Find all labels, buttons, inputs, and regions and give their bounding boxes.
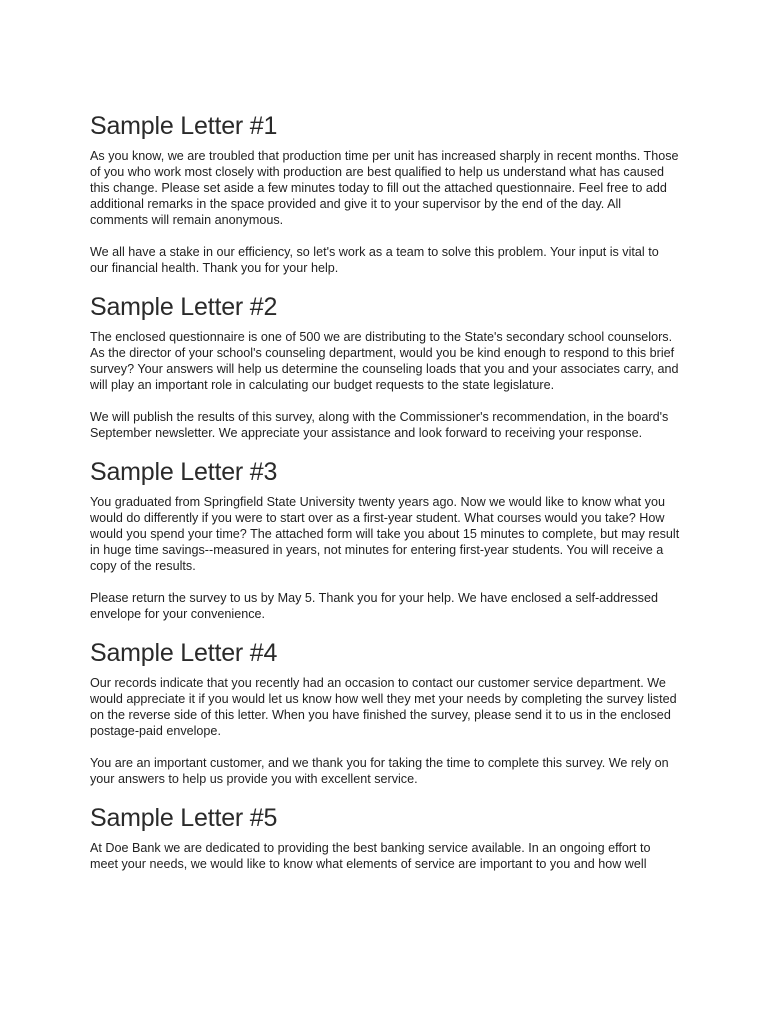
letter-heading: Sample Letter #3 bbox=[90, 458, 278, 486]
sample-letter-5 bbox=[90, 803, 680, 872]
letter-heading: Sample Letter #1 bbox=[90, 112, 278, 140]
letter-paragraph: As you know, we are troubled that production time per unit has increased sharply in recent months. Those of you who work most closely with production are best qualified to help us understand what has caused this change. Please set aside a few minutes today to fill out the attached questionnaire. Feel free to add additional remarks in the space provided and give it to your supervisor by the end of the day. All comments will remain anonymous. bbox=[90, 149, 679, 227]
sample-letter-4 bbox=[90, 638, 680, 787]
letter-paragraph: Our records indicate that you recently had an occasion to contact our customer service department. We would appreciate it if you would let us know how well they met your needs by completing the survey listed on the reverse side of this letter. When you have finished the survey, please send it to us in the enclosed postage-paid envelope. bbox=[90, 676, 677, 738]
letter-paragraph: You graduated from Springfield State University twenty years ago. Now we would like to know what you would do differently if you were to start over as a first-year student. What courses would you take? How would you spend your time? The attached form will take you about 15 minutes to complete, but may result in huge time savings--measured in years, not minutes for entering first-year students. You will receive a copy of the results. bbox=[90, 495, 680, 573]
letter-heading: Sample Letter #5 bbox=[90, 804, 278, 832]
letter-paragraph: The enclosed questionnaire is one of 500 we are distributing to the State's secondary school counselors. As the director of your school's counseling department, would you be kind enough to respond to this brief survey? Your answers will help us determine the counseling loads that you and your associates carry, and will play an important role in calculating our budget requests to the state legislature. bbox=[90, 330, 679, 392]
letter-heading: Sample Letter #4 bbox=[90, 639, 278, 667]
letter-paragraph: At Doe Bank we are dedicated to providing the best banking service available. In an ongoing effort to meet your needs, we would like to know what elements of service are important to you and how well bbox=[90, 841, 651, 871]
letter-paragraph: You are an important customer, and we thank you for taking the time to complete this survey. We rely on your answers to help us provide you with excellent service. bbox=[90, 756, 669, 786]
letter-heading: Sample Letter #2 bbox=[90, 293, 278, 321]
letter-paragraph: Please return the survey to us by May 5. Thank you for your help. We have enclosed a self-addressed envelope for your convenience. bbox=[90, 591, 658, 621]
sample-letter-2 bbox=[90, 292, 680, 441]
sample-letter-3 bbox=[90, 457, 680, 622]
letter-paragraph: We all have a stake in our efficiency, so let's work as a team to solve this problem. Your input is vital to our financial health. Thank you for your help. bbox=[90, 245, 659, 275]
letter-paragraph: We will publish the results of this survey, along with the Commissioner's recommendation, in the board's September newsletter. We appreciate your assistance and look forward to receiving your response. bbox=[90, 410, 669, 440]
sample-letter-1 bbox=[90, 111, 680, 276]
